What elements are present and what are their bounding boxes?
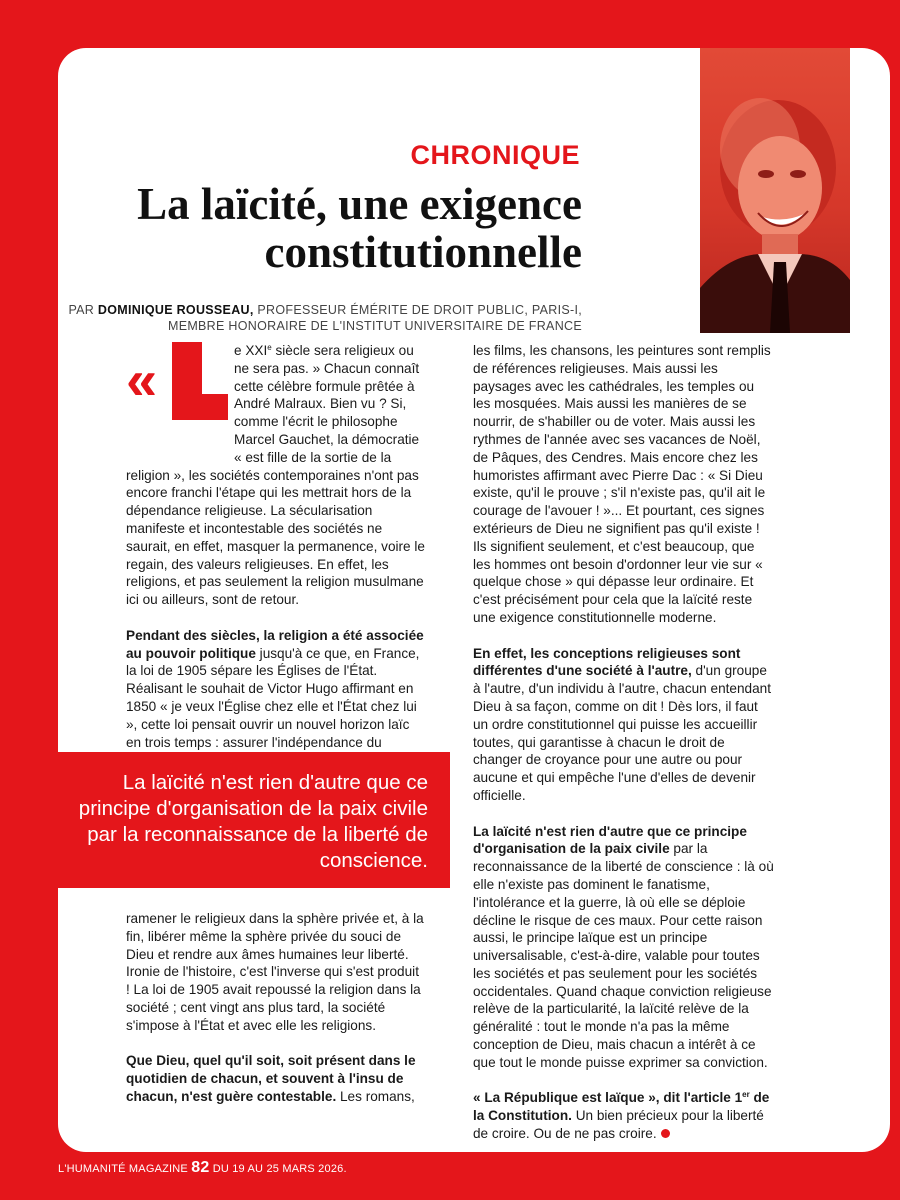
column-left-top <box>126 342 426 769</box>
paragraph-2 <box>126 627 426 769</box>
paragraph-7-text: par la reconnaissance de la liberté de conscience : là où elle n'existe pas dominent le fanatisme, l'intolérance et la guerre, là où elle se déploie décline le risque de ces maux. Pour cette raison aussi, le principe laïque est un principe universalisable, c'est-à-dire, valable pour toutes les sociétés et pas seulement pour les sociétés occidentales. Quand chaque conviction religieuse relève de la particularité, la laïcité relève de la généralité : tout le monde n'a pas la même conception de Dieu, mais chacun a intérêt à ce que tout le monde puisse exprimer sa conviction. <box>473 841 774 1070</box>
paragraph-2-lead: Pendant des siècles, la religion a été associée au pouvoir politique <box>126 627 424 661</box>
byline <box>22 302 582 334</box>
paragraph-7-lead: La laïcité n'est rien d'autre que ce principe d'organisation de la paix civile <box>473 823 747 857</box>
author-title: PROFESSEUR ÉMÉRITE DE DROIT PUBLIC, PARIS-I, MEMBRE HONORAIRE DE L'INSTITUT UNIVERSITAIRE DE FRANCE <box>167 303 582 333</box>
paragraph-6 <box>473 645 775 805</box>
paragraph-4 <box>126 1052 426 1105</box>
paragraph-2-text: jusqu'à ce que, en France, la loi de 1905 sépare les Églises de l'État. Réalisant le souhait de Victor Hugo affirmant en 1850 « je veux l'Église chez elle et l'État chez lui », cette loi pensait ouvrir un nouvel horizon laïc en trois temps : assurer l'indépendance du <box>126 645 420 750</box>
paragraph-4-text: Les romans, <box>336 1088 415 1104</box>
article-title: La laïcité, une exigence constitutionnelle <box>137 179 582 277</box>
footer-magazine: L'HUMANITÉ MAGAZINE <box>58 1163 192 1175</box>
section-kicker: CHRONIQUE <box>410 140 580 170</box>
paragraph-6-lead: En effet, les conceptions religieuses sont différentes d'une société à l'autre, <box>473 645 741 679</box>
article-superscript: er <box>742 1090 750 1100</box>
byline-prefix: PAR <box>68 303 98 317</box>
column-left-bottom <box>126 910 426 1106</box>
paragraph-7 <box>473 823 775 1072</box>
page-number: 82 <box>191 1159 210 1176</box>
column-right <box>473 342 775 1143</box>
paragraph-8-lead-a: « La République est laïque », dit l'article 1 <box>473 1090 743 1106</box>
paragraph-6-text: d'un groupe à l'autre, d'un individu à l'autre, chacun entendant Dieu à sa façon, comme on dit ! Dès lors, il faut un ordre constitutionnel qui puisse les accueillir toutes, qui garantisse à chacun le droit de changer de croyance pour une autre ou pour aucune et qui empêche l'une d'elles de devenir officielle. <box>473 663 771 803</box>
intro-text: siècle sera religieux ou ne sera pas. » Chacun connaît cette célèbre formule prêtée à André Malraux. Bien vu ? Si, comme l'écrit le philosophe Marcel Gauchet, la démocratie « est fille de la sortie de la religion », les sociétés contemporaines n'ont pas encore franchi l'étape qui les mettrait hors de la dépendance religieuse. La sécularisation manifeste et incontestable des sociétés ne saurait, en effet, masquer la permanence, voire le regain, des valeurs religieuses. En effet, les religions, et pas seulement la religion musulmane ici ou ailleurs, sont de retour. <box>126 343 425 608</box>
paragraph-4-lead: Que Dieu, quel qu'il soit, soit présent dans le quotidien de chacun, et souvent à l'insu de chacun, n'est guère contestable. <box>126 1053 416 1104</box>
pull-quote-text: La laïcité n'est rien d'autre que ce principe d'organisation de la paix civile par la reconnaissance de la liberté de conscience. <box>78 771 428 872</box>
century-superscript: e <box>267 343 272 352</box>
paragraph-intro <box>126 342 426 609</box>
intro-text-start: e XXI <box>234 343 268 358</box>
page-footer <box>58 1159 347 1177</box>
paragraph-8-lead-b: de la Constitution. <box>473 1090 770 1124</box>
drop-cap-letter-l <box>172 342 202 420</box>
paragraph-8-text: Un bien précieux pour la liberté de croire. Ou de ne pas croire. <box>473 1108 764 1142</box>
drop-cap <box>126 342 234 460</box>
footer-dates: DU 19 AU 25 MARS 2026. <box>209 1163 347 1175</box>
portrait-illustration <box>700 48 850 333</box>
paragraph-3: ramener le religieux dans la sphère privée et, à la fin, libérer même la sphère privée du souci de Dieu et rendre aux âmes humaines leur liberté. Ironie de l'histoire, c'est l'inverse qui s'est produit ! La loi de 1905 avait repoussé la religion dans la société ; cent vingt ans plus tard, la société s'impose à l'État et avec elle les religions. <box>126 911 424 1033</box>
pull-quote-box <box>58 752 450 888</box>
opening-quote-mark: « <box>126 348 158 411</box>
author-portrait <box>700 48 850 333</box>
end-mark-dot-icon <box>661 1129 670 1138</box>
paragraph-8 <box>473 1089 775 1142</box>
paragraph-5: les films, les chansons, les peintures sont remplis de références religieuses. Mais aussi les paysages avec les cathédrales, les temples ou les mosquées. Mais aussi les manières de se nourrir, de s'habiller ou de voter. Mais aussi les rythmes de l'année avec ses vacances de Noël, de Pâques, des Cendres. Mais encore chez les humoristes affirmant avec Pierre Dac : « Si Dieu existe, qu'il le prouve ; s'il n'existe pas, qu'il ait le courage de l'avouer ! »... Et pourtant, ces signes extérieurs de Dieu ne signifient pas qu'il existe ! Ils signifient seulement, et c'est beaucoup, que les hommes ont besoin d'ordonner leur vie sur « quelque chose » qui dépasse leur ordinaire. Et c'est précisément pour cela que la laïcité reste une exigence constitutionnelle moderne. <box>473 343 771 625</box>
author-name: DOMINIQUE ROUSSEAU, <box>97 303 254 317</box>
